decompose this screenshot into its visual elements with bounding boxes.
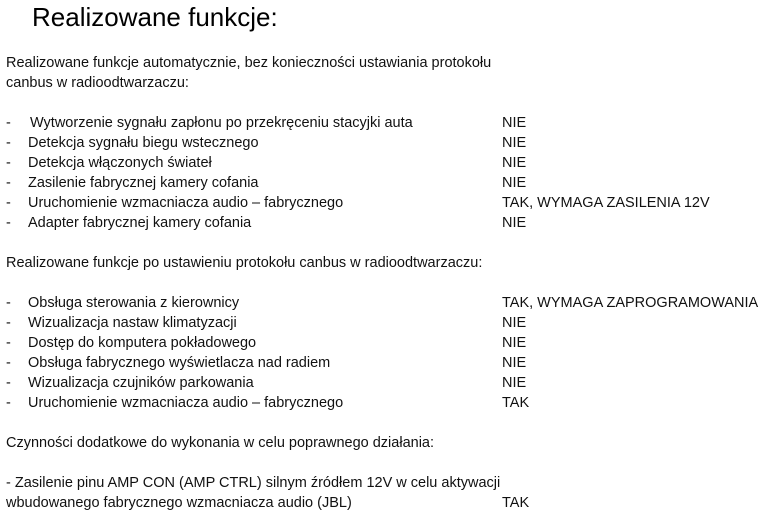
item-label: Dostęp do komputera pokładowego: [28, 335, 257, 351]
item-value: TAK: [502, 395, 530, 411]
item-label: Wytworzenie sygnału zapłonu po przekręceniu stacyjki auta: [30, 115, 413, 131]
list-item: [6, 353, 778, 373]
item-value: TAK, WYMAGA ZAPROGRAMOWANIA: [502, 295, 759, 311]
list-item: [6, 193, 778, 213]
dash-bullet: -: [6, 355, 11, 371]
item-value: NIE: [502, 115, 527, 131]
dash-bullet: -: [6, 175, 11, 191]
dash-bullet: -: [6, 335, 11, 351]
item-value: NIE: [502, 375, 527, 391]
item-label: Uruchomienie wzmacniacza audio – fabrycznego: [28, 395, 344, 411]
section1-intro-line2: canbus w radioodtwarzaczu:: [6, 75, 189, 91]
item-label: Adapter fabrycznej kamery cofania: [28, 215, 252, 231]
section1-intro-line1: Realizowane funkcje automatycznie, bez konieczności ustawiania protokołu: [6, 55, 492, 71]
dash-bullet: -: [6, 295, 11, 311]
item-label: Wizualizacja czujników parkowania: [28, 375, 254, 391]
item-value: NIE: [502, 335, 527, 351]
section2-intro: Realizowane funkcje po ustawieniu protokołu canbus w radioodtwarzaczu:: [6, 255, 483, 271]
item-label: Detekcja włączonych świateł: [28, 155, 212, 171]
item-value: NIE: [502, 175, 527, 191]
list-item: [6, 373, 778, 393]
dash-bullet: -: [6, 195, 11, 211]
list-item: [6, 113, 778, 133]
item-label: Wizualizacja nastaw klimatyzacji: [28, 315, 237, 331]
item-value: TAK, WYMAGA ZASILENIA 12V: [502, 195, 710, 211]
item-label: Zasilenie fabrycznej kamery cofania: [28, 175, 259, 191]
item-value: TAK: [502, 495, 530, 511]
item-label: Detekcja sygnału biegu wstecznego: [28, 135, 259, 151]
list-item: [6, 333, 778, 353]
item-label: Uruchomienie wzmacniacza audio – fabrycznego: [28, 195, 344, 211]
dash-bullet: -: [6, 315, 11, 331]
dash-bullet: -: [6, 115, 11, 131]
page-title: Realizowane funkcje:: [32, 2, 278, 32]
dash-bullet: -: [6, 155, 11, 171]
list-item: [6, 313, 778, 333]
item-value: NIE: [502, 355, 527, 371]
list-item: [6, 213, 778, 233]
list-item: [6, 393, 778, 413]
item-value: NIE: [502, 315, 527, 331]
list-item: [6, 293, 778, 313]
list-item: [6, 153, 778, 173]
section3-intro: Czynności dodatkowe do wykonania w celu poprawnego działania:: [6, 435, 435, 451]
item-value: NIE: [502, 155, 527, 171]
list-item: [6, 173, 778, 193]
item-value: NIE: [502, 135, 527, 151]
item-label: Obsługa fabrycznego wyświetlacza nad radiem: [28, 355, 331, 371]
dash-bullet: -: [6, 135, 11, 151]
item-label: Obsługa sterowania z kierownicy: [28, 295, 240, 311]
item-label: wbudowanego fabrycznego wzmacniacza audio (JBL): [6, 495, 352, 511]
item-value: NIE: [502, 215, 527, 231]
dash-bullet: -: [6, 215, 11, 231]
list-item: [6, 133, 778, 153]
list-item: [6, 493, 778, 513]
section3-line1: - Zasilenie pinu AMP CON (AMP CTRL) silnym źródłem 12V w celu aktywacji: [6, 475, 501, 491]
dash-bullet: -: [6, 395, 11, 411]
dash-bullet: -: [6, 375, 11, 391]
